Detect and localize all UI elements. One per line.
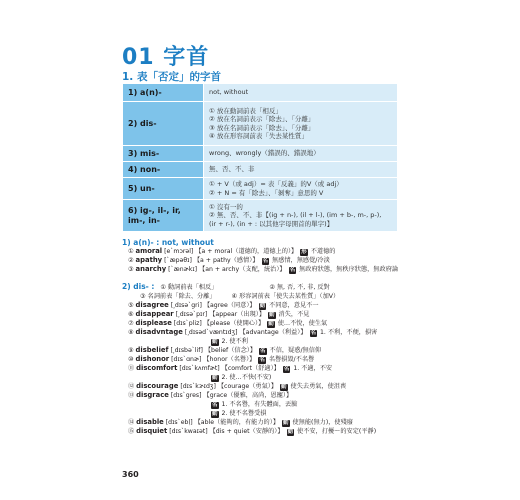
- word-entry: [122, 364, 422, 373]
- pos-tag: 動: [269, 312, 275, 318]
- entry-phonetic: [dɪsˋebḷ]: [165, 419, 193, 426]
- entry-meaning: 使無能(無力)，使殘廢: [292, 419, 353, 426]
- word-entry: [122, 265, 422, 274]
- entry-etymology: 【a + pathy（感情）】: [193, 257, 259, 264]
- dis-sense-2: ② 無, 否, 不, 非, 反對: [269, 284, 330, 291]
- prefix-label: 5) un-: [123, 178, 204, 200]
- pos-tag: 名: [259, 357, 265, 363]
- meaning-line: ④ 放在形容詞前表「失去某性質」: [209, 131, 308, 140]
- meaning-line: ① 沒有一的: [209, 203, 243, 212]
- entry-meaning: 不道德的: [310, 248, 336, 255]
- entry-etymology: 【a + moral（道德的，道德上的）】: [195, 248, 298, 255]
- meaning-line: wrong、wrongly（錯誤的、錯誤地）: [209, 149, 320, 158]
- word-entry: [122, 247, 422, 256]
- entry-number: ⑧: [128, 329, 134, 336]
- prefix-row: [123, 178, 398, 200]
- entry-etymology: 【an + archy（支配，統治）】: [199, 266, 286, 273]
- group-a-heading: 1) a(n)- : not, without: [122, 238, 214, 247]
- prefix-meaning: [204, 102, 398, 146]
- entry-meaning: 2. 使不名譽受損: [221, 410, 267, 417]
- entry-phonetic: [͵dɪsbəˋlif]: [170, 347, 203, 354]
- page-number: 360: [122, 470, 139, 479]
- group-dis-heading: 2) dis- :: [122, 282, 155, 291]
- pos-tag: 動: [212, 339, 218, 345]
- entry-phonetic: [dɪsˋgres]: [170, 392, 202, 399]
- dis-senses-row: [122, 292, 422, 301]
- entry-meaning: 不同意，意見不一: [269, 302, 319, 309]
- entry-meaning: 2. 使不利: [221, 338, 248, 345]
- prefix-row: [123, 146, 398, 162]
- dis-sense-1: ① 動詞前表「相反」: [160, 284, 218, 291]
- entry-etymology: 【please（使開心）】: [203, 320, 265, 327]
- entry-number: ⑩: [128, 356, 134, 363]
- entry-number: ⑬: [128, 392, 135, 399]
- prefix-label: 1) a(n)-: [123, 84, 204, 102]
- entry-number: ⑦: [128, 320, 134, 327]
- word-entry: [122, 310, 422, 319]
- pos-tag: 動: [212, 411, 218, 417]
- entry-phonetic: [eˋmɔrəl]: [164, 248, 194, 255]
- entry-etymology: 【grace（優雅，高尚，恩寵）】: [203, 392, 293, 399]
- entry-word: disagree: [135, 301, 169, 309]
- entry-word: anarchy: [135, 265, 167, 273]
- pos-tag: 動: [212, 375, 218, 381]
- entry-number: ⑤: [128, 302, 134, 309]
- entry-number: ⑥: [128, 311, 134, 318]
- pos-tag: 名: [212, 402, 218, 408]
- entry-word: dishonor: [135, 355, 170, 363]
- entry-meaning: 1. 不名譽，有失體面，丟臉: [221, 401, 298, 408]
- word-entry: [122, 301, 422, 310]
- group-a-block: [122, 238, 422, 274]
- word-entry: [122, 346, 422, 355]
- entry-meaning: 無政府狀態，無秩序狀態，無政府論: [299, 266, 399, 273]
- entry-number: ③: [128, 266, 134, 273]
- pos-tag: 動: [281, 384, 287, 390]
- entry-word: amoral: [135, 247, 163, 255]
- pos-tag: 動: [259, 303, 266, 309]
- entry-meaning: 無感情，無感覺/冷淡: [271, 257, 330, 264]
- meaning-line: (ir + r-), (in + : 以其他字母開首的單字)】: [209, 219, 334, 228]
- meaning-line: ③ 放在名詞前表示「除去」、「分離」: [209, 123, 315, 132]
- entry-meaning: 不信，疑惑/無信仰: [269, 347, 322, 354]
- prefix-row: [123, 84, 398, 102]
- entry-number: ⑪: [128, 365, 135, 372]
- entry-phonetic: [dɪsˋkʌmfɚt]: [179, 365, 220, 372]
- entry-phonetic: [dɪsˋkɝɪdʒ]: [180, 383, 216, 390]
- entry-etymology: 【able（能夠的，有能力的）】: [194, 419, 280, 426]
- page-title: 01 字首: [122, 45, 210, 70]
- entry-etymology: 【appear（出現）】: [209, 311, 266, 318]
- word-entry: [122, 319, 422, 328]
- prefix-meaning: [204, 200, 398, 232]
- entry-word: apathy: [135, 256, 163, 264]
- pos-tag: 名: [283, 366, 290, 372]
- prefix-label: 6) ig-, il-, ir, im-, in-: [123, 200, 204, 232]
- entry-meaning: 使…不悅，使生氣: [277, 320, 328, 327]
- entry-phonetic: [ˋænɚkɪ]: [168, 266, 198, 273]
- meaning-line: not, without: [209, 88, 249, 97]
- prefix-row: [123, 162, 398, 178]
- entry-phonetic: [͵dɪsədˋvæntɪdʒ]: [184, 329, 238, 336]
- word-entry: [122, 256, 422, 265]
- word-entry: [122, 328, 422, 337]
- pos-tag: 動: [268, 321, 274, 327]
- entry-number: ⑭: [128, 419, 135, 426]
- entry-meaning: 1. 不適，不安: [293, 365, 333, 372]
- pos-tag: 名: [262, 258, 269, 264]
- meaning-line: ① + V（或 adj）= 表「反義」的V（或 adj）: [209, 180, 343, 189]
- word-entry: [122, 409, 422, 418]
- entry-word: discourage: [136, 382, 179, 390]
- entry-phonetic: [͵dɪsəˋgri]: [170, 302, 202, 309]
- entry-etymology: 【agree（同意）】: [203, 302, 256, 309]
- prefix-table: [122, 83, 398, 232]
- prefix-meaning: [204, 84, 398, 102]
- meaning-line: 無、否、不、非: [209, 165, 255, 174]
- meaning-line: ② 放在名詞前表示「除去」、「分離」: [209, 115, 315, 124]
- entry-meaning: 使不安，打擾～的安定(平靜): [297, 428, 377, 435]
- prefix-meaning: [204, 178, 398, 200]
- dis-sense-3: ③ 名詞前表「除去、分離」: [140, 293, 216, 300]
- pos-tag: 動: [283, 420, 289, 426]
- prefix-meaning: [204, 162, 398, 178]
- word-entry: [122, 337, 422, 346]
- entry-etymology: 【comfort（舒適）】: [221, 365, 280, 372]
- entry-number: ①: [128, 248, 134, 255]
- pos-tag: 動: [287, 429, 294, 435]
- entry-word: discomfort: [136, 364, 178, 372]
- entry-etymology: 【belief（信念）】: [204, 347, 257, 354]
- entry-etymology: 【honor（名譽）】: [203, 356, 256, 363]
- entry-word: disappear: [135, 310, 174, 318]
- pos-tag: 名: [289, 267, 296, 273]
- word-entry: [122, 418, 422, 427]
- section-heading: 1. 表「否定」的字首: [122, 71, 221, 83]
- entry-word: disable: [136, 418, 164, 426]
- dis-sense-4: ④ 形容詞前表「使失去某性質」（加V）: [231, 293, 340, 300]
- entry-etymology: 【advantage（利益）】: [239, 329, 307, 336]
- entry-word: displease: [135, 319, 172, 327]
- entry-phonetic: [dɪsˋɑnɚ]: [171, 356, 202, 363]
- entry-meaning: 使失去勇氣，使沮喪: [290, 383, 347, 390]
- pos-tag: 名: [260, 348, 266, 354]
- entry-phonetic: [ˋæpəθɪ]: [164, 257, 192, 264]
- entry-etymology: 【dis + quiet（安靜的）】: [209, 428, 284, 435]
- group-dis-block: [122, 282, 422, 436]
- entry-etymology: 【courage（勇氣）】: [217, 383, 278, 390]
- entry-meaning: 名譽損毀/不名譽: [268, 356, 315, 363]
- entry-word: disgrace: [136, 391, 169, 399]
- entry-phonetic: [͵dɪsəˋpɪr]: [175, 311, 208, 318]
- word-entry: [122, 382, 422, 391]
- pos-tag: 名: [310, 330, 317, 336]
- prefix-meaning: [204, 146, 398, 162]
- prefix-row: [123, 200, 398, 232]
- prefix-label: 4) non-: [123, 162, 204, 178]
- prefix-label: 2) dis-: [123, 102, 204, 146]
- entry-phonetic: [dɪsˋpliz]: [173, 320, 202, 327]
- entry-number: ⑮: [128, 428, 135, 435]
- entry-word: disquiet: [136, 427, 168, 435]
- word-entry: [122, 400, 422, 409]
- word-entry: [122, 373, 422, 382]
- meaning-line: ① 放在動詞前表「相反」: [209, 107, 282, 116]
- entry-meaning: 1. 不利，不便，損害: [320, 329, 378, 336]
- meaning-line: ② 無、否、不、非【(ig + n-), (il + l-), (im + b-, m-, p-),: [209, 211, 382, 220]
- entry-number: ⑫: [128, 383, 135, 390]
- word-entry: [122, 427, 422, 436]
- entry-meaning: 消失，不見: [278, 311, 310, 318]
- entry-word: disbelief: [135, 346, 169, 354]
- entry-number: ⑨: [128, 347, 134, 354]
- entry-phonetic: [dɪsˋkwaɪət]: [169, 428, 208, 435]
- word-entry: [122, 391, 422, 400]
- prefix-row: [123, 102, 398, 146]
- meaning-line: ② + N = 有「除去」、「剝奪」意思的 V: [209, 188, 324, 197]
- prefix-label: 3) mis-: [123, 146, 204, 162]
- entry-word: disadvntage: [135, 328, 183, 336]
- word-entry: [122, 355, 422, 364]
- entry-meaning: 2. 使…不快(不安): [221, 374, 272, 381]
- pos-tag: 形: [301, 249, 307, 255]
- entry-number: ②: [128, 257, 134, 264]
